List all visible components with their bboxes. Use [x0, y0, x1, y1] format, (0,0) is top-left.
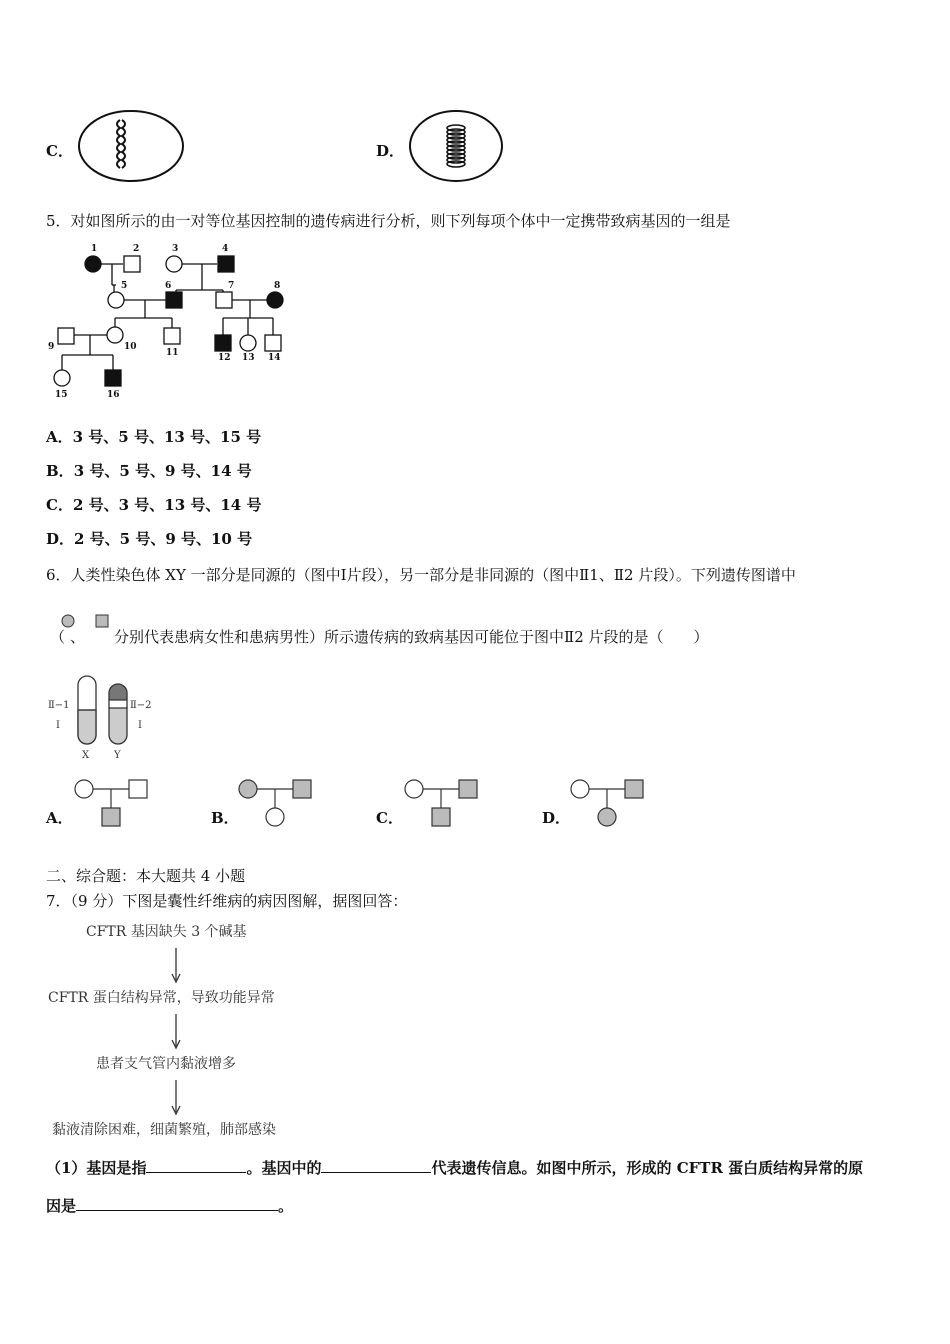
- pedigree-label: 6: [165, 281, 172, 291]
- pedigree-label: 11: [166, 348, 179, 358]
- answer-blank-2[interactable]: [321, 1158, 431, 1173]
- pedigree-label: 5: [121, 281, 128, 291]
- q6-pedigree-b: [236, 776, 316, 830]
- q6-pedigree-c: [402, 776, 482, 830]
- xy-chromosome-diagram: [46, 672, 166, 762]
- pedigree-label: 16: [107, 390, 120, 400]
- option-c-label: C．: [46, 142, 73, 160]
- arrow-down-icon: [168, 946, 184, 986]
- q6-option-c-label: C．: [376, 809, 403, 827]
- section-heading: 二、综合题：本大题共 4 小题: [46, 867, 246, 885]
- pedigree-label: 7: [228, 281, 235, 291]
- pedigree-label: 1: [91, 244, 98, 254]
- arrow-down-icon: [168, 1078, 184, 1118]
- option-d-label: D．: [376, 142, 405, 160]
- answer-blank-1[interactable]: [146, 1158, 246, 1173]
- flow-step-2: CFTR 蛋白结构异常，导致功能异常: [48, 990, 275, 1006]
- q6-option-b-label: B．: [211, 809, 239, 827]
- pedigree-label: 10: [124, 342, 137, 352]
- cf-flow-diagram: [46, 918, 316, 1140]
- q6-option-d-label: D．: [542, 809, 571, 827]
- chromo-label-ii1: Ⅱ−1: [48, 700, 70, 711]
- pedigree-chart: [44, 238, 304, 403]
- arrow-down-icon: [168, 1012, 184, 1052]
- cell-diagram-c: [76, 108, 186, 184]
- answer-blank-3[interactable]: [76, 1196, 278, 1211]
- q6-pedigree-a: [72, 776, 152, 830]
- chromo-label-i-left: Ⅰ: [56, 720, 60, 731]
- legend-symbols: [58, 612, 114, 632]
- pedigree-label: 9: [48, 342, 55, 352]
- pedigree-label: 14: [268, 353, 281, 363]
- chromo-label-ii2: Ⅱ−2: [130, 700, 152, 711]
- pedigree-label: 13: [242, 353, 255, 363]
- q5-option-a: A．3 号、5 号、13 号、15 号: [46, 428, 262, 446]
- chromo-label-x: X: [82, 750, 90, 761]
- q6-option-a-label: A．: [46, 809, 73, 827]
- q6-stem-line2: 分别代表患病女性和患病男性）所示遗传病的致病基因可能位于图中Ⅱ2 片段的是（ ）: [114, 628, 709, 646]
- pedigree-label: 12: [218, 353, 231, 363]
- q6-pedigree-d: [568, 776, 648, 830]
- pedigree-label: 2: [133, 244, 140, 254]
- pedigree-label: 3: [172, 244, 179, 254]
- pedigree-label: 4: [222, 244, 229, 254]
- cell-diagram-d: [408, 108, 506, 184]
- chromo-label-y: Y: [114, 750, 121, 761]
- q5-option-d: D．2 号、5 号、9 号、10 号: [46, 530, 253, 548]
- q6-stem-line1: 6．人类性染色体 XY 一部分是同源的（图中Ⅰ片段），另一部分是非同源的（图中Ⅱ1、Ⅱ2 片段）。下列遗传图谱中: [46, 566, 796, 584]
- q5-stem: 5．对如图所示的由一对等位基因控制的遗传病进行分析，则下列每项个体中一定携带致病基因的一组是: [46, 212, 731, 230]
- q7-sub1-line2: 因是 。: [46, 1197, 294, 1215]
- q6-open-paren: （: [50, 628, 66, 646]
- q7-stem: 7．（9 分）下图是囊性纤维病的病因图解，据图回答：: [46, 892, 408, 910]
- q6-separator: 、: [70, 628, 86, 646]
- pedigree-label: 15: [55, 390, 68, 400]
- flow-step-3: 患者支气管内黏液增多: [96, 1056, 236, 1072]
- flow-step-4: 黏液清除困难，细菌繁殖，肺部感染: [52, 1122, 276, 1138]
- chromo-label-i-right: Ⅰ: [138, 720, 142, 731]
- q7-sub1-line1: （1）基因是指 。基因中的 代表遗传信息。如图中所示，形成的 CFTR 蛋白质结构异常的原: [46, 1159, 864, 1177]
- flow-step-1: CFTR 基因缺失 3 个碱基: [86, 924, 247, 940]
- q5-option-b: B．3 号、5 号、9 号、14 号: [46, 462, 252, 480]
- pedigree-label: 8: [274, 281, 281, 291]
- q5-option-c: C．2 号、3 号、13 号、14 号: [46, 496, 262, 514]
